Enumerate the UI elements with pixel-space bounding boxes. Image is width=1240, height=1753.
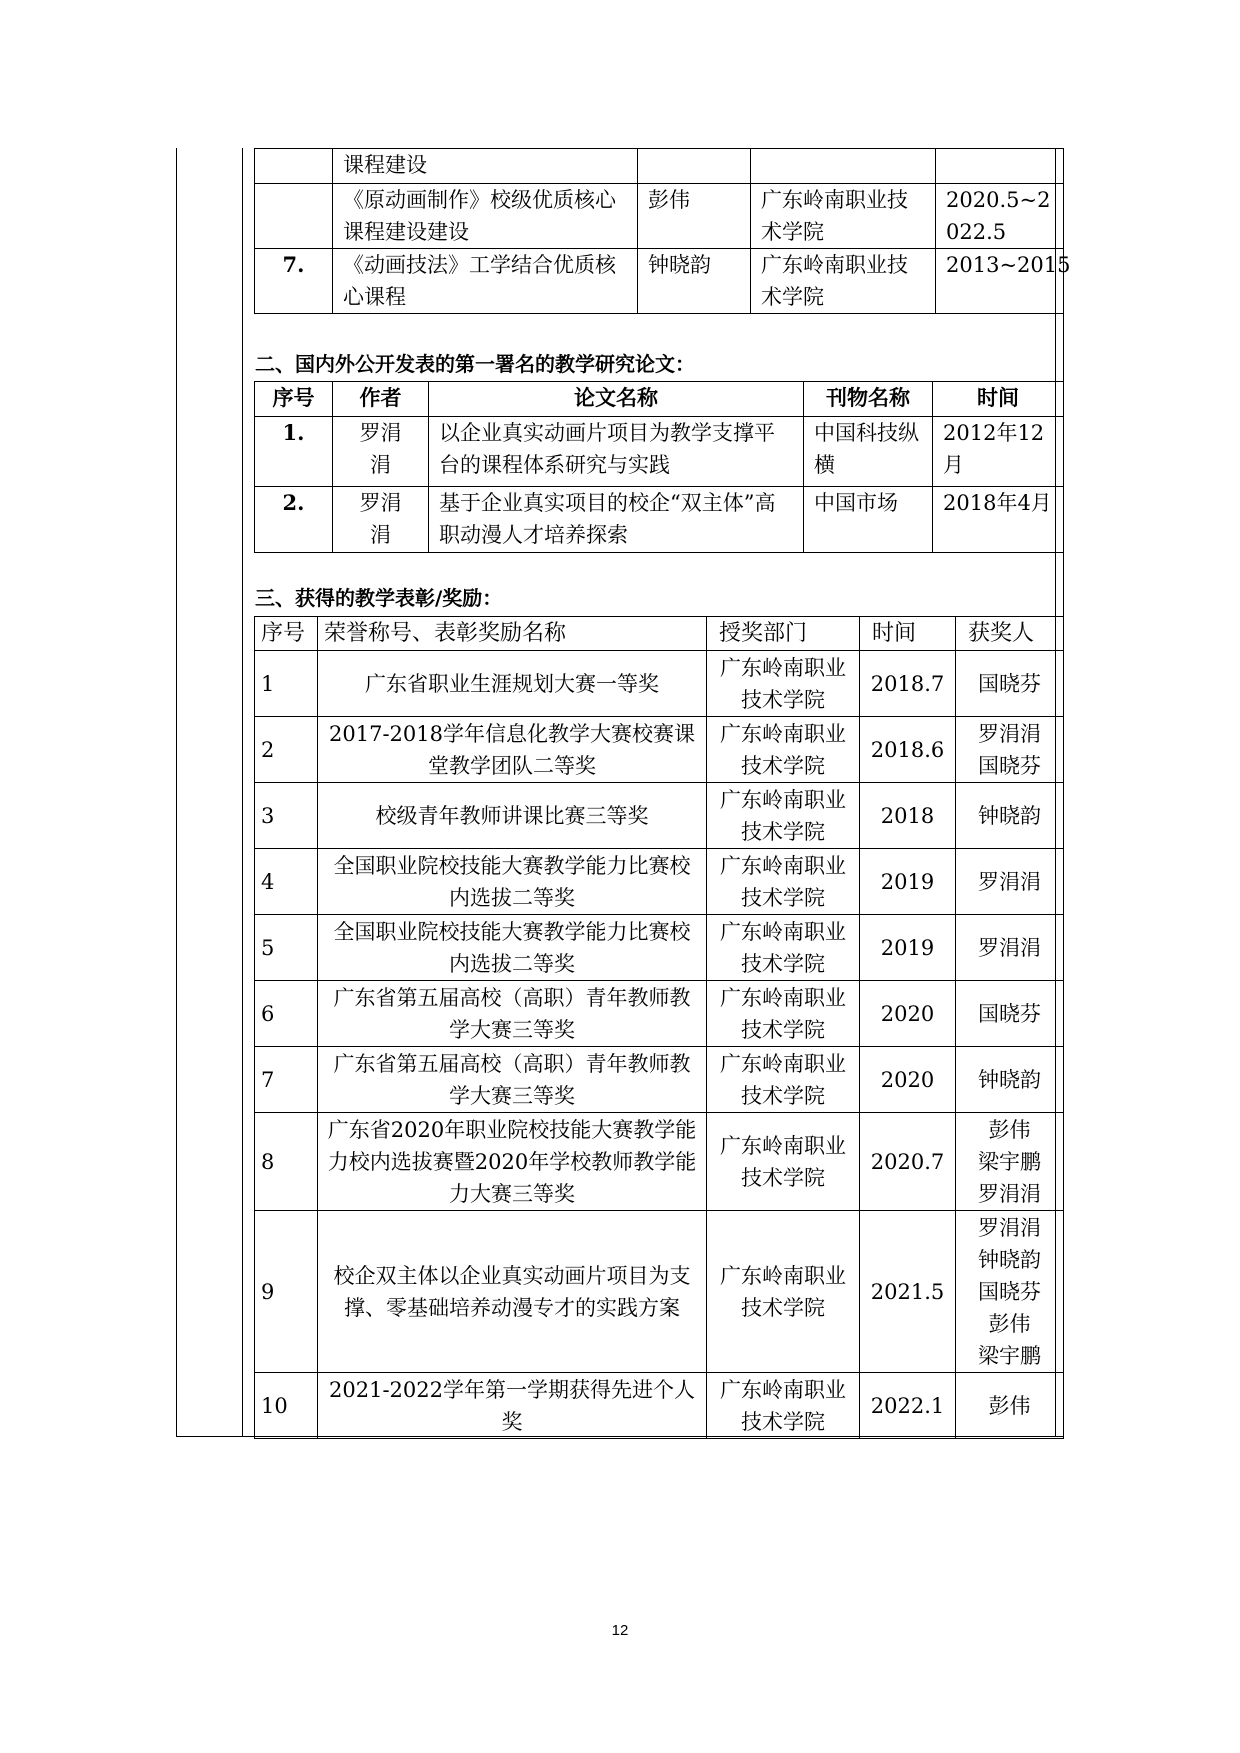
award-no: 5 (255, 915, 318, 981)
paper-author: 罗涓涓 (333, 417, 429, 487)
table-row (255, 717, 1064, 783)
header-journal: 刊物名称 (804, 382, 933, 417)
award-no: 3 (255, 783, 318, 849)
table-row (255, 149, 1064, 184)
table-row (255, 417, 1064, 487)
award-dept: 广东岭南职业技术学院 (707, 981, 860, 1047)
course-no (255, 184, 333, 249)
award-time: 2020 (860, 981, 956, 1047)
table-header (255, 617, 1064, 651)
course-org (751, 149, 936, 184)
award-no: 10 (255, 1373, 318, 1439)
award-time: 2019 (860, 849, 956, 915)
award-winners (956, 717, 1064, 783)
header-time: 时间 (933, 382, 1064, 417)
course-time: 2013~2015 (936, 249, 1064, 314)
table-row (255, 1113, 1064, 1211)
award-name: 广东省第五届高校（高职）青年教师教学大赛三等奖 (318, 981, 707, 1047)
header-dept: 授奖部门 (707, 617, 860, 651)
award-dept: 广东岭南职业技术学院 (707, 1373, 860, 1439)
course-name: 《动画技法》工学结合优质核心课程 (333, 249, 638, 314)
award-time: 2020 (860, 1047, 956, 1113)
award-time: 2021.5 (860, 1211, 956, 1373)
paper-author: 罗涓涓 (333, 487, 429, 553)
award-time: 2018.7 (860, 651, 956, 717)
course-org: 广东岭南职业技术学院 (751, 184, 936, 249)
table-row (255, 1211, 1064, 1373)
paper-time: 2012年12月 (933, 417, 1064, 487)
course-org: 广东岭南职业技术学院 (751, 249, 936, 314)
table-row (255, 783, 1064, 849)
award-winners (956, 1047, 1064, 1113)
table-row (255, 1047, 1064, 1113)
table-row (255, 981, 1064, 1047)
course-name: 课程建设 (333, 149, 638, 184)
table-row (255, 849, 1064, 915)
award-time: 2019 (860, 915, 956, 981)
award-no: 4 (255, 849, 318, 915)
winner-name: 钟晓韵 (978, 1247, 1041, 1272)
header-no: 序号 (255, 382, 333, 417)
header-award-name: 荣誉称号、表彰奖励名称 (318, 617, 707, 651)
paper-title: 以企业真实动画片项目为教学支撑平台的课程体系研究与实践 (429, 417, 804, 487)
course-table (254, 148, 1071, 314)
papers-table (254, 381, 1064, 553)
award-no: 7 (255, 1047, 318, 1113)
winner-name: 梁宇鹏 (978, 1343, 1041, 1368)
winner-name: 国晓芬 (978, 1001, 1041, 1026)
winner-name: 罗涓涓 (978, 721, 1041, 746)
award-dept: 广东岭南职业技术学院 (707, 849, 860, 915)
winner-name: 罗涓涓 (978, 1181, 1041, 1206)
paper-no: 1. (255, 417, 333, 487)
award-dept: 广东岭南职业技术学院 (707, 1113, 860, 1211)
winner-name: 国晓芬 (978, 753, 1041, 778)
course-person: 彭伟 (638, 184, 751, 249)
award-name: 广东省职业生涯规划大赛一等奖 (318, 651, 707, 717)
course-time (936, 149, 1064, 184)
award-time: 2022.1 (860, 1373, 956, 1439)
winner-name: 国晓芬 (978, 1279, 1041, 1304)
header-author: 作者 (333, 382, 429, 417)
award-winners (956, 783, 1064, 849)
award-name: 广东省第五届高校（高职）青年教师教学大赛三等奖 (318, 1047, 707, 1113)
paper-title: 基于企业真实项目的校企“双主体”高职动漫人才培养探索 (429, 487, 804, 553)
course-person: 钟晓韵 (638, 249, 751, 314)
course-time: 2020.5~2022.5 (936, 184, 1064, 249)
award-name: 全国职业院校技能大赛教学能力比赛校内选拔二等奖 (318, 849, 707, 915)
winner-name: 钟晓韵 (978, 1067, 1041, 1092)
table-row (255, 915, 1064, 981)
winner-name: 罗涓涓 (978, 935, 1041, 960)
winner-name: 彭伟 (988, 1117, 1031, 1142)
award-no: 2 (255, 717, 318, 783)
award-name: 校企双主体以企业真实动画片项目为支撑、零基础培养动漫专才的实践方案 (318, 1211, 707, 1373)
winner-name: 罗涓涓 (978, 1215, 1041, 1240)
paper-no: 2. (255, 487, 333, 553)
page-number: 12 (611, 1622, 629, 1639)
award-dept: 广东岭南职业技术学院 (707, 717, 860, 783)
award-winners (956, 651, 1064, 717)
table-header (255, 382, 1064, 417)
award-winners (956, 981, 1064, 1047)
paper-journal: 中国科技纵横 (804, 417, 933, 487)
table-row (255, 184, 1064, 249)
header-no: 序号 (255, 617, 318, 651)
header-time: 时间 (860, 617, 956, 651)
winner-name: 彭伟 (988, 1393, 1031, 1418)
header-title: 论文名称 (429, 382, 804, 417)
awards-table (254, 616, 1064, 1439)
award-dept: 广东岭南职业技术学院 (707, 651, 860, 717)
winner-name: 罗涓涓 (978, 869, 1041, 894)
award-time: 2018 (860, 783, 956, 849)
award-name: 广东省2020年职业院校技能大赛教学能力校内选拔赛暨2020年学校教师教学能力大赛三等奖 (318, 1113, 707, 1211)
award-winners (956, 1211, 1064, 1373)
award-dept: 广东岭南职业技术学院 (707, 1211, 860, 1373)
award-time: 2020.7 (860, 1113, 956, 1211)
award-winners (956, 1113, 1064, 1211)
award-winners (956, 849, 1064, 915)
award-name: 2017-2018学年信息化教学大赛校赛课堂教学团队二等奖 (318, 717, 707, 783)
header-winner: 获奖人 (956, 617, 1064, 651)
course-person (638, 149, 751, 184)
course-no: 7. (255, 249, 333, 314)
award-no: 8 (255, 1113, 318, 1211)
paper-journal: 中国市场 (804, 487, 933, 553)
award-time: 2018.6 (860, 717, 956, 783)
winner-name: 国晓芬 (978, 671, 1041, 696)
section2-heading: 二、国内外公开发表的第一署名的教学研究论文： (255, 352, 695, 376)
course-name: 《原动画制作》校级优质核心课程建设建设 (333, 184, 638, 249)
winner-name: 梁宇鹏 (978, 1149, 1041, 1174)
frame-divider (242, 148, 243, 1437)
award-dept: 广东岭南职业技术学院 (707, 1047, 860, 1113)
winner-name: 钟晓韵 (978, 803, 1041, 828)
award-dept: 广东岭南职业技术学院 (707, 915, 860, 981)
award-name: 全国职业院校技能大赛教学能力比赛校内选拔二等奖 (318, 915, 707, 981)
award-no: 1 (255, 651, 318, 717)
table-row (255, 651, 1064, 717)
award-name: 校级青年教师讲课比赛三等奖 (318, 783, 707, 849)
award-dept: 广东岭南职业技术学院 (707, 783, 860, 849)
award-no: 9 (255, 1211, 318, 1373)
winner-name: 彭伟 (988, 1311, 1031, 1336)
table-row (255, 487, 1064, 553)
paper-time: 2018年4月 (933, 487, 1064, 553)
table-row (255, 249, 1064, 314)
section3-heading: 三、获得的教学表彰/奖励： (255, 586, 503, 610)
award-no: 6 (255, 981, 318, 1047)
course-no (255, 149, 333, 184)
award-winners (956, 915, 1064, 981)
award-winners (956, 1373, 1064, 1439)
table-row (255, 1373, 1064, 1439)
award-name: 2021-2022学年第一学期获得先进个人奖 (318, 1373, 707, 1439)
